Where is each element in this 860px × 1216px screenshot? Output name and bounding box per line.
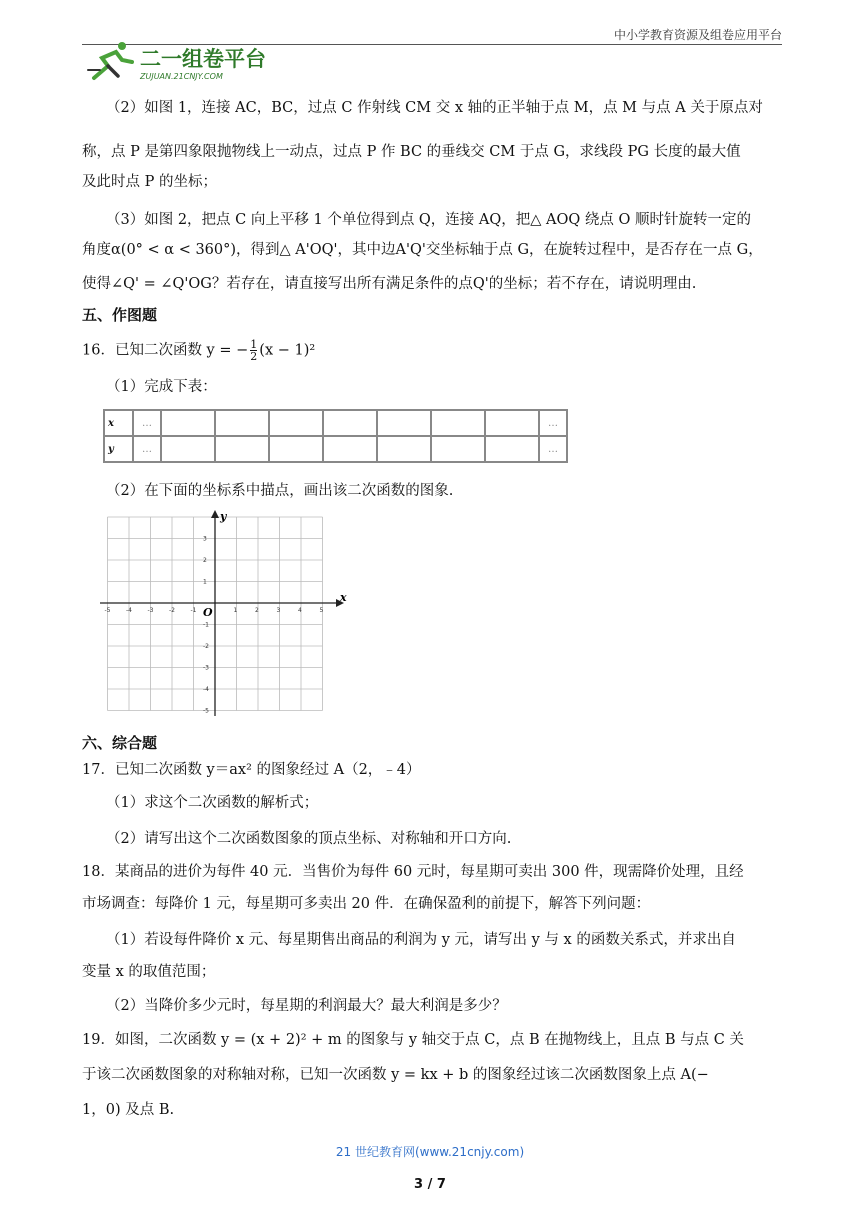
x-axis-label: x <box>340 591 347 604</box>
fraction-numerator: 1 <box>250 338 258 351</box>
x-tick-label: 1 <box>233 607 238 614</box>
table-cell-dots: … <box>539 436 567 462</box>
table-cell[interactable] <box>161 436 215 462</box>
table-cell[interactable] <box>161 410 215 436</box>
tick-labels <box>105 536 324 715</box>
y-tick-label: 3 <box>203 535 207 543</box>
q17-stem: 17．已知二次函数 y＝ax² 的图象经过 A（2，﹣4） <box>82 762 421 778</box>
table-cell[interactable] <box>377 436 431 462</box>
fraction <box>250 339 257 362</box>
table-cell[interactable] <box>323 436 377 462</box>
table-cell-dots: … <box>133 410 161 436</box>
table-cell[interactable] <box>431 436 485 462</box>
section-five-heading: 五、作图题 <box>82 306 158 324</box>
y-tick-label: -2 <box>203 643 209 650</box>
q15-part2-line2: 称，点 P 是第四象限抛物线上一动点，过点 P 作 BC 的垂线交 CM 于点 G，求线段 PG 长度的最大值 <box>82 144 741 160</box>
x-tick-label: -3 <box>147 607 154 614</box>
runner-icon <box>82 40 282 84</box>
table-cell[interactable] <box>377 410 431 436</box>
y-tick-label: 1 <box>203 578 207 586</box>
q15-part2-line1: （2）如图 1，连接 AC，BC，过点 C 作射线 CM 交 x 轴的正半轴于点 M，点 M 与点 A 关于原点对 <box>106 100 763 116</box>
x-tick-label: 2 <box>255 607 259 614</box>
q18-part2: （2）当降价多少元时，每星期的利润最大？最大利润是多少？ <box>106 998 507 1014</box>
y-tick-label: -3 <box>203 664 209 672</box>
logo-text: 二一组卷平台 <box>140 47 266 71</box>
q18-line1: 18．某商品的进价为每件 40 元．当售价为每件 60 元时，每星期可卖出 300 件，现需降价处理，且经 <box>82 864 744 880</box>
coordinate-grid <box>100 508 350 718</box>
q18-line2: 市场调查：每降价 1 元，每星期可多卖出 20 件．在确保盈利的前提下，解答下列问题： <box>82 896 651 912</box>
table-cell[interactable] <box>215 410 269 436</box>
table-cell[interactable] <box>485 436 539 462</box>
table-cell[interactable] <box>485 410 539 436</box>
y-tick-label: 2 <box>203 557 207 564</box>
x-tick-label: -4 <box>126 607 132 614</box>
value-table <box>103 409 568 463</box>
q16-stem-text: 16．已知二次函数 y = − <box>82 342 249 359</box>
x-tick-label: -5 <box>104 607 111 614</box>
q16-stem <box>82 339 782 362</box>
table-row <box>104 410 567 436</box>
q16-stem-tail: (x − 1)² <box>259 342 316 359</box>
table-cell[interactable] <box>215 436 269 462</box>
x-tick-label: -1 <box>190 607 197 614</box>
logo-subtext: ZUJUAN.21CNJY.COM <box>140 72 223 81</box>
q17-part2: （2）请写出这个二次函数图象的顶点坐标、对称轴和开口方向. <box>106 831 512 847</box>
q16-part1: （1）完成下表： <box>106 379 217 395</box>
table-cell-dots: … <box>133 436 161 462</box>
origin-label: O <box>203 606 213 619</box>
q19-line3: 1，0) 及点 B. <box>82 1102 175 1118</box>
platform-name: 中小学教育资源及组卷应用平台 <box>613 28 782 42</box>
table-cell-dots: … <box>539 410 567 436</box>
q15-part3-line2: 角度α(0° < α < 360°)，得到△ A'OQ'，其中边A'Q'交坐标轴于点 G，在旋转过程中，是否存在一点 G， <box>82 242 763 258</box>
footer-link[interactable]: 21 世纪教育网(www.21cnjy.com) <box>335 1145 525 1159</box>
table-cell[interactable] <box>323 410 377 436</box>
table-cell[interactable] <box>431 410 485 436</box>
table-cell-x-label: x <box>104 410 133 436</box>
fraction-denominator: 2 <box>250 350 258 363</box>
x-tick-label: 5 <box>319 607 324 614</box>
table-cell[interactable] <box>269 436 323 462</box>
logo <box>82 40 282 84</box>
section-six-heading: 六、综合题 <box>82 734 158 752</box>
q18-part1-line2: 变量 x 的取值范围； <box>82 964 216 980</box>
q19-line1: 19．如图，二次函数 y = (x + 2)² + m 的图象与 y 轴交于点 C，点 B 在抛物线上，且点 B 与点 C 关 <box>82 1032 744 1048</box>
x-tick-label: 3 <box>276 607 281 614</box>
y-axis-arrow-icon <box>211 510 219 518</box>
table-row <box>104 436 567 462</box>
q17-part1: （1）求这个二次函数的解析式； <box>106 795 319 811</box>
table-cell[interactable] <box>269 410 323 436</box>
q15-part2-line3: 及此时点 P 的坐标； <box>82 174 217 190</box>
x-tick-label: 4 <box>298 607 302 614</box>
q16-part2: （2）在下面的坐标系中描点，画出该二次函数的图象. <box>106 483 454 499</box>
page-number: 3 / 7 <box>414 1177 446 1192</box>
y-tick-label: -4 <box>203 686 209 693</box>
q15-part3-line1: （3）如图 2，把点 C 向上平移 1 个单位得到点 Q，连接 AQ，把△ AOQ 绕点 O 顺时针旋转一定的 <box>106 212 751 228</box>
x-tick-label: -2 <box>169 607 175 614</box>
y-tick-label: -1 <box>203 621 209 629</box>
q15-part3-line3: 使得∠Q' = ∠Q'OG？若存在，请直接写出所有满足条件的点Q'的坐标；若不存在，请说明理由. <box>82 276 697 292</box>
table-cell-y-label: y <box>104 436 133 462</box>
y-tick-label: -5 <box>203 707 209 715</box>
q19-line2: 于该二次函数图象的对称轴对称，已知一次函数 y = kx + b 的图象经过该二次函数图象上点 A(− <box>82 1067 709 1083</box>
y-axis-label: y <box>220 510 227 523</box>
q18-part1-line1: （1）若设每件降价 x 元、每星期售出商品的利润为 y 元，请写出 y 与 x 的函数关系式，并求出自 <box>106 932 736 948</box>
